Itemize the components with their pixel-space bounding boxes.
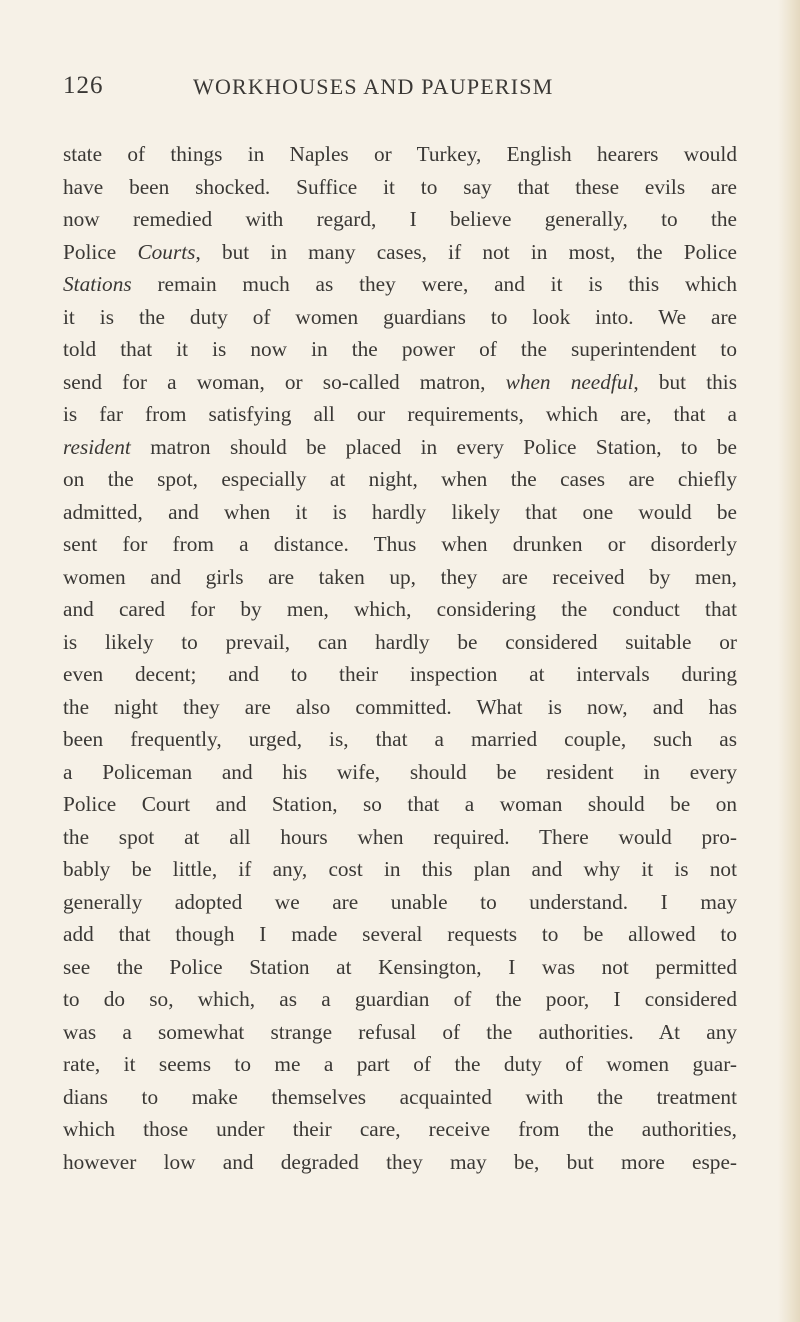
text-segment: was a somewhat strange refusal of the authorities. At any	[63, 1019, 737, 1044]
running-head: WORKHOUSES AND PAUPERISM	[193, 74, 554, 99]
text-segment: matron should be placed in every Police Station, to be	[130, 434, 737, 459]
text-line	[63, 918, 737, 951]
text-segment: add that though I made several requests to be allowed to	[63, 922, 737, 946]
text-line	[63, 203, 737, 236]
text-line	[63, 691, 737, 724]
text-line	[63, 561, 737, 594]
text-segment: it is the duty of women guardians to look into. We are	[63, 304, 737, 329]
text-line	[63, 138, 737, 171]
italic-text: when needful	[505, 369, 634, 394]
text-line	[63, 528, 737, 561]
text-line	[63, 301, 737, 334]
text-line	[63, 658, 737, 691]
text-line	[63, 463, 737, 496]
text-segment: generally adopted we are unable to understand. I may	[63, 889, 737, 914]
italic-text: resident	[63, 434, 131, 459]
text-segment: bably be little, if any, cost in this plan and why it is not	[63, 857, 737, 881]
text-segment: now remedied with regard, I believe generally, to the	[63, 207, 737, 231]
page-number: 126	[63, 72, 104, 99]
text-segment: see the Police Station at Kensington, I was not permitted	[63, 954, 737, 979]
text-line	[63, 723, 737, 756]
text-line	[63, 626, 737, 659]
text-segment: the night they are also committed. What is now, and has	[63, 694, 737, 719]
text-line	[63, 268, 737, 301]
text-segment: send for a woman, or so-called matron,	[63, 369, 506, 394]
body-text	[63, 138, 737, 1178]
text-line	[63, 171, 737, 204]
italic-text: Stations	[63, 272, 132, 296]
italic-text: Courts	[137, 239, 196, 264]
text-segment: state of things in Naples or Turkey, English hearers would	[63, 142, 737, 166]
text-line	[63, 1016, 737, 1049]
text-line	[63, 983, 737, 1016]
text-segment: , but in many cases, if not in most, the Police	[195, 239, 738, 264]
text-segment: the spot at all hours when required. There would pro-	[63, 824, 737, 849]
text-segment: admitted, and when it is hardly likely that one would be	[63, 499, 737, 524]
text-segment: Police	[63, 239, 138, 264]
text-line	[63, 398, 737, 431]
text-line	[63, 1048, 737, 1081]
text-segment: have been shocked. Suffice it to say that these evils are	[63, 174, 737, 199]
text-segment: Police Court and Station, so that a woman should be on	[63, 792, 737, 816]
text-segment: sent for from a distance. Thus when drunken or disorderly	[63, 532, 737, 556]
text-segment: however low and degraded they may be, but more espe-	[63, 1149, 737, 1174]
text-line	[63, 236, 737, 269]
text-line	[63, 853, 737, 886]
text-segment: to do so, which, as a guardian of the poor, I considered	[63, 987, 737, 1011]
text-segment: dians to make themselves acquainted with the treatment	[63, 1084, 737, 1109]
text-line	[63, 1146, 737, 1179]
text-line	[63, 788, 737, 821]
text-segment: is likely to prevail, can hardly be considered suitable or	[63, 629, 737, 654]
text-segment: told that it is now in the power of the superintendent to	[63, 337, 737, 361]
text-segment: , but this	[633, 369, 738, 394]
text-segment: and cared for by men, which, considering the conduct that	[63, 597, 737, 621]
page-edge-shading	[778, 0, 800, 1322]
text-segment: rate, it seems to me a part of the duty of women guar-	[63, 1052, 737, 1076]
text-line	[63, 951, 737, 984]
text-segment: a Policeman and his wife, should be resident in every	[63, 759, 737, 784]
text-segment: women and girls are taken up, they are received by men,	[63, 564, 737, 589]
text-line	[63, 1081, 737, 1114]
text-line	[63, 593, 737, 626]
text-line	[63, 821, 737, 854]
text-segment: on the spot, especially at night, when the cases are chiefly	[63, 467, 737, 491]
text-segment: even decent; and to their inspection at intervals during	[63, 662, 737, 686]
text-segment: been frequently, urged, is, that a married couple, such as	[63, 727, 737, 751]
text-segment: remain much as they were, and it is this which	[131, 272, 737, 296]
text-line	[63, 431, 737, 464]
page-header	[63, 72, 733, 106]
text-line	[63, 496, 737, 529]
text-line	[63, 886, 737, 919]
text-segment: is far from satisfying all our requirements, which are, that a	[63, 402, 737, 426]
text-line	[63, 366, 737, 399]
text-line	[63, 756, 737, 789]
text-line	[63, 333, 737, 366]
text-segment: which those under their care, receive from the authorities,	[63, 1117, 737, 1141]
text-line	[63, 1113, 737, 1146]
